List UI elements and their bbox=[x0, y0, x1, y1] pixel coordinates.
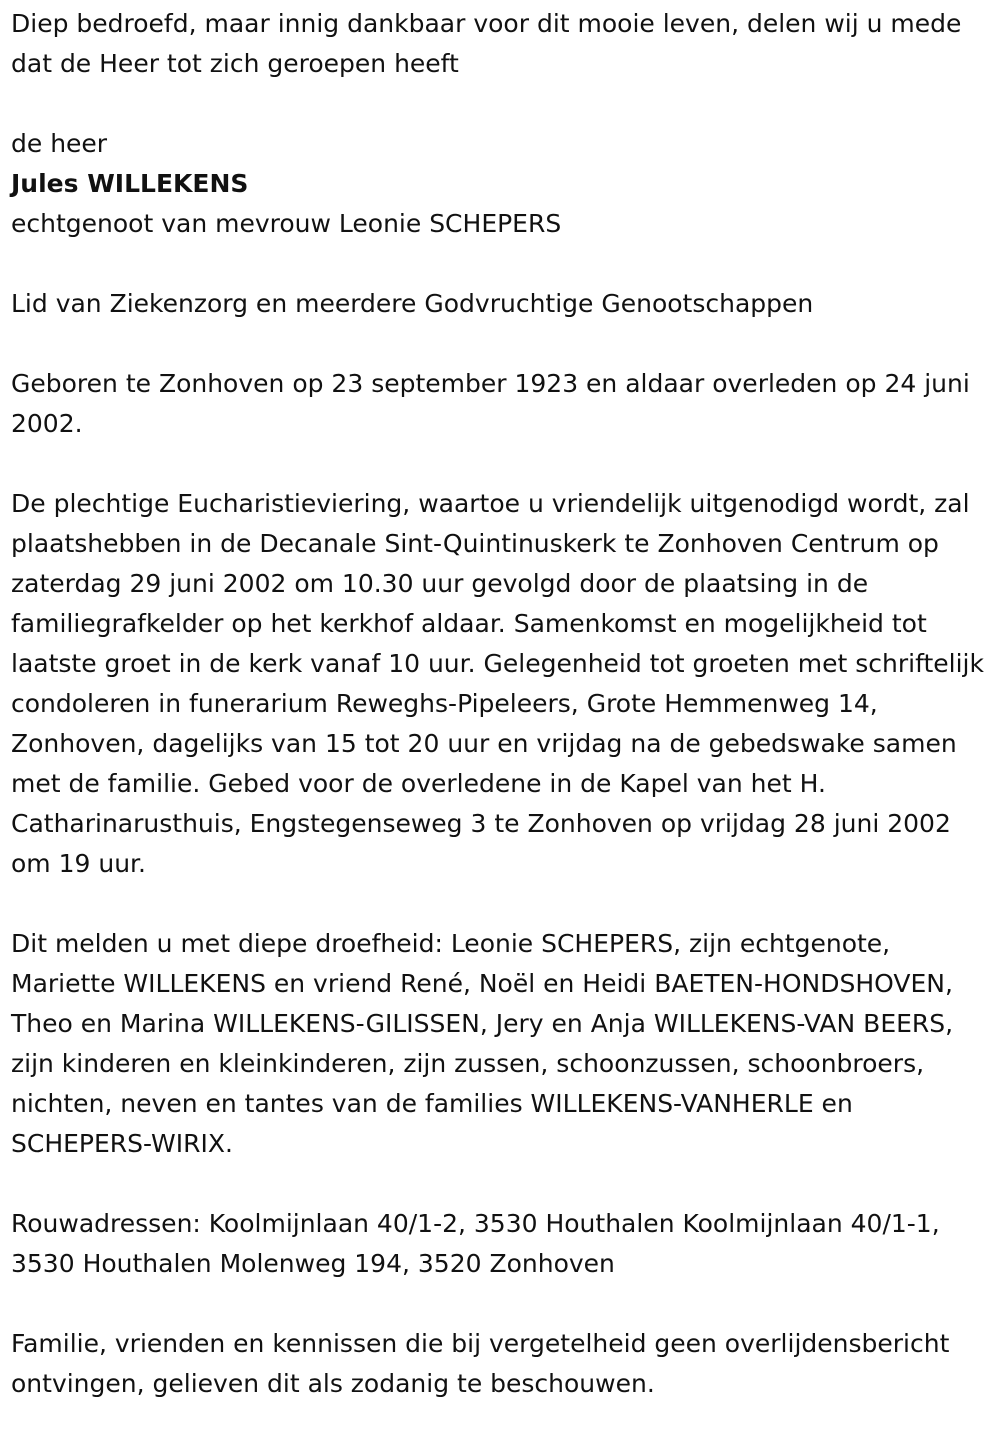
family-paragraph: Dit melden u met diepe droefheid: Leonie SCHEPERS, zijn echtgenote, Mariette WILLEKENS en vriend René, Noël en Heidi BAETEN-HONDSHOVEN, Theo en Marina WILLEKENS-GILISSEN, Jery en Anja WILLEKENS-VAN BEERS, zijn kinderen en kleinkinderen, zijn zussen, schoonzussen, schoonbroers, nichten, neven en tantes van de families WILLEKENS-VANHERLE en SCHEPERS-WIRIX. bbox=[11, 929, 954, 1158]
membership-line: Lid van Ziekenzorg en meerdere Godvruchtige Genootschappen bbox=[11, 289, 814, 318]
deceased-name: Jules WILLEKENS bbox=[11, 169, 249, 198]
obituary-text bbox=[11, 4, 991, 1404]
closing-paragraph: Familie, vrienden en kennissen die bij vergetelheid geen overlijdensbericht ontvingen, gelieven dit als zodanig te beschouwen. bbox=[11, 1329, 950, 1398]
honorific: de heer bbox=[11, 129, 108, 158]
ceremony-paragraph: De plechtige Eucharistieviering, waartoe u vriendelijk uitgenodigd wordt, zal plaatshebben in de Decanale Sint-Quintinuskerk te Zonhoven Centrum op zaterdag 29 juni 2002 om 10.30 uur gevolgd door de plaatsing in de familiegrafkelder op het kerkhof aldaar. Samenkomst en mogelijkheid tot laatste groet in de kerk vanaf 10 uur. Gelegenheid tot groeten met schriftelijk condoleren in funerarium Reweghs-Pipeleers, Grote Hemmenweg 14, Zonhoven, dagelijks van 15 tot 20 uur en vrijdag na de gebedswake samen met de familie. Gebed voor de overledene in de Kapel van het H. Catharinarusthuis, Engstegenseweg 3 te Zonhoven op vrijdag 28 juni 2002 om 19 uur. bbox=[11, 489, 984, 878]
intro-paragraph: Diep bedroefd, maar innig dankbaar voor dit mooie leven, delen wij u mede dat de Heer tot zich geroepen heeft bbox=[11, 9, 962, 78]
spouse-line: echtgenoot van mevrouw Leonie SCHEPERS bbox=[11, 209, 562, 238]
addresses-paragraph: Rouwadressen: Koolmijnlaan 40/1-2, 3530 Houthalen Koolmijnlaan 40/1-1, 3530 Houthalen Molenweg 194, 3520 Zonhoven bbox=[11, 1209, 940, 1278]
birth-death-paragraph: Geboren te Zonhoven op 23 september 1923 en aldaar overleden op 24 juni 2002. bbox=[11, 369, 970, 438]
